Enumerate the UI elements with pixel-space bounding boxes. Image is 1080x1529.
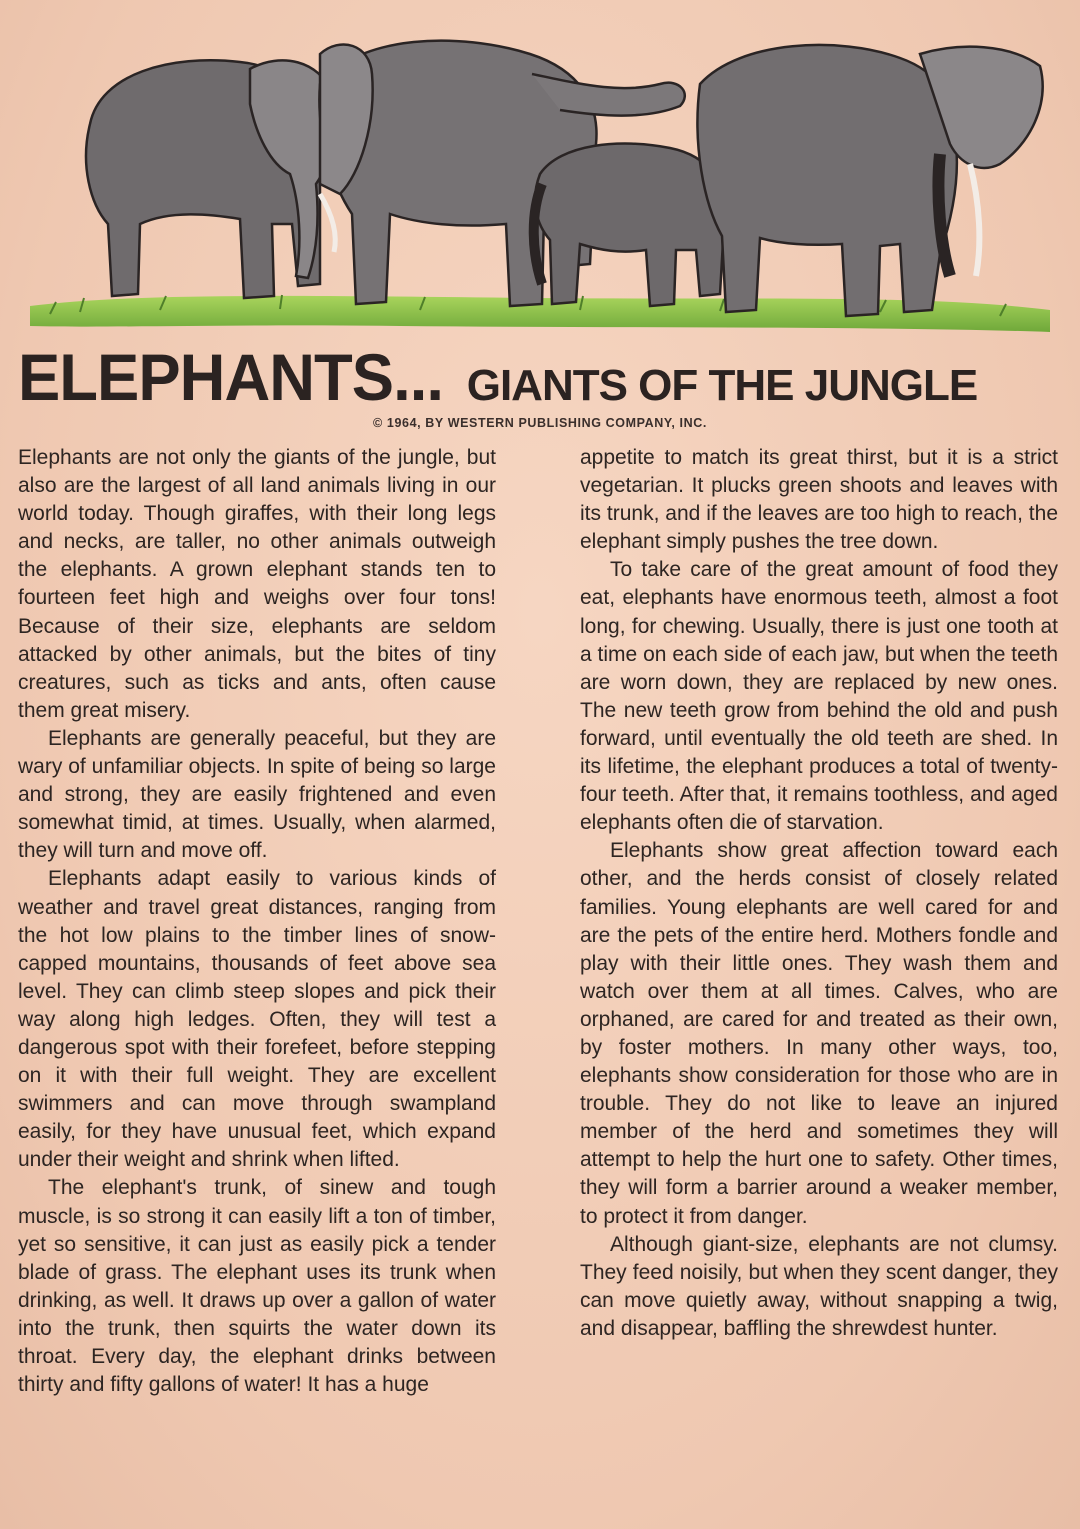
paragraph: To take care of the great amount of food they eat, elephants have enormous teeth, almost a foot long, for chewing. Usually, there is just one tooth at a time on each side of each jaw, but when the teeth are worn down, they are replaced by new ones. The new teeth grow from behind the old and push forward, until eventually the old teeth are shed. In its lifetime, the elephant produces a total of twenty-four teeth. After that, it remains toothless, and aged elephants often die of starvation. xyxy=(580,558,1058,835)
elephant-calf xyxy=(534,144,725,306)
copyright-notice: © 1964, BY WESTERN PUBLISHING COMPANY, INC. xyxy=(373,416,707,430)
page-title xyxy=(18,338,1068,416)
paragraph: Elephants show great affection toward each other, and the herds consist of closely related families. Young elephants are well cared for and are the pets of the entire herd. Mothers fondle and play with their little ones. They wash them and watch over them at all times. Calves, who are orphaned, are cared for and treated as their own, by foster mothers. In many other ways, too, elephants show consideration for those who are in trouble. They do not like to leave an injured member of the herd and sometimes they will attempt to help the hurt one to safety. Other times, they will form a barrier around a weaker member, to protect it from danger. xyxy=(580,839,1058,1228)
paragraph: The elephant's trunk, of sinew and tough muscle, is so strong it can easily lift a ton of timber, yet so sensitive, it can just as easily pick a tender blade of grass. The elephant uses its trunk when drinking, as well. It draws up over a gallon of water into the trunk, then squirts the water down its throat. Every day, the elephant drinks between thirty and fifty gallons of water! It has a huge xyxy=(18,1176,496,1397)
article-column-right xyxy=(580,444,1058,1343)
paragraph: Although giant-size, elephants are not clumsy. They feed noisily, but when they scent danger, they can move quietly away, without snapping a twig, and disappear, baffling the shrewdest hunter. xyxy=(580,1232,1058,1340)
title-main: ELEPHANTS... xyxy=(18,340,444,414)
elephant-herd-illustration xyxy=(20,14,1060,344)
article-column-left xyxy=(18,444,496,1399)
elephant-right xyxy=(697,45,1042,316)
paragraph: Elephants are not only the giants of the jungle, but also are the largest of all land animals living in our world today. Though giraffes, with their long legs and necks, are taller, no other animals outweigh the elephants. A grown elephant stands ten to fourteen feet high and weighs over four tons! Because of their size, elephants are seldom attacked by other animals, but the bites of tiny creatures, such as ticks and ants, often cause them great misery. xyxy=(18,446,496,722)
paragraph: appetite to match its great thirst, but it is a strict vegetarian. It plucks green shoots and leaves with its trunk, and if the leaves are too high to reach, the elephant simply pushes the tree down. xyxy=(580,446,1058,554)
elephant-left xyxy=(86,60,335,298)
paragraph: Elephants adapt easily to various kinds of weather and travel great distances, ranging from the hot low plains to the timber lines of snow-capped mountains, thousands of feet above sea level. They can climb steep slopes and pick their way along high ledges. Often, they will test a dangerous spot with their forefeet, before stepping on it with their full weight. They are excellent swimmers and can move through swampland easily, for they have unusual feet, which expand under their weight and shrink when lifted. xyxy=(18,867,496,1172)
title-sub: GIANTS OF THE JUNGLE xyxy=(466,361,978,410)
paragraph: Elephants are generally peaceful, but they are wary of unfamiliar objects. In spite of being so large and strong, they are easily frightened and even somewhat timid, at times. Usually, when alarmed, they will turn and move off. xyxy=(18,726,496,863)
